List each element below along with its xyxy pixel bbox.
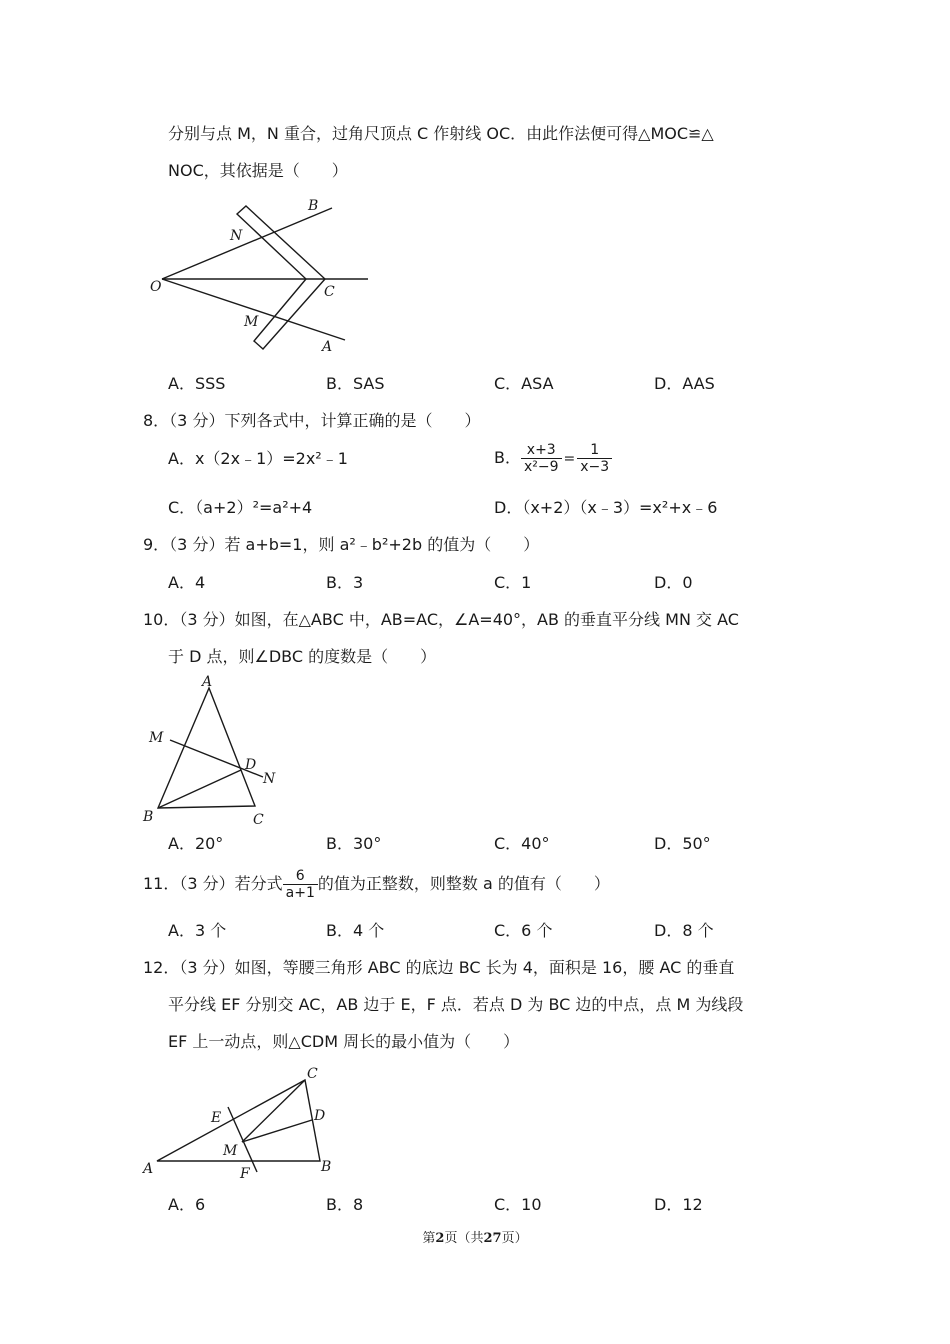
q8-option-b xyxy=(494,440,612,477)
q8-option-b-operator: = xyxy=(563,451,576,467)
q12-stem-line2: 平分线 EF 分别交 AC，AB 边于 E，F 点．若点 D 为 BC 边的中点，点 M 为线段 xyxy=(168,995,744,1014)
q12-stem-line1: 12．（3 分）如图，等腰三角形 ABC 的底边 BC 长为 4，面积是 16，腰 AC 的垂直 xyxy=(143,958,735,977)
q8-option-c: C．（a+2）²=a²+4 xyxy=(168,498,313,517)
q12-stem-line3: EF 上一动点，则△CDM 周长的最小值为（ ） xyxy=(168,1032,520,1051)
q11-fraction xyxy=(283,868,318,901)
q8-option-d: D．（x+2）（x﹣3）=x²+x﹣6 xyxy=(494,498,718,517)
q11-option-b: B．4 个 xyxy=(326,921,385,940)
q8-frac1-denominator: x²−9 xyxy=(523,459,559,475)
q12-label-F: F xyxy=(240,1166,250,1182)
q7-label-N: N xyxy=(230,228,243,244)
q12-label-C: C xyxy=(307,1066,318,1082)
q10-label-M: M xyxy=(149,730,164,746)
q8-option-b-fraction-left xyxy=(521,442,562,475)
q12-option-a: A．6 xyxy=(168,1195,206,1214)
q9-option-d: D．0 xyxy=(654,573,693,592)
q12-label-B: B xyxy=(321,1159,332,1175)
q7-stem-line1: 分别与点 M，N 重合，过角尺顶点 C 作射线 OC．由此作法便可得△MOC≌△ xyxy=(168,124,714,143)
q8-option-a: A．x（2x﹣1）=2x²﹣1 xyxy=(168,449,348,468)
q12-label-D: D xyxy=(314,1108,326,1124)
q11-option-c: C．6 个 xyxy=(494,921,553,940)
q12-label-E: E xyxy=(211,1110,222,1126)
q10-label-C: C xyxy=(253,812,264,828)
q7-figure xyxy=(140,192,380,362)
q8-frac2-denominator: x−3 xyxy=(580,459,610,475)
q12-option-d: D．12 xyxy=(654,1195,703,1214)
q11-stem xyxy=(143,866,610,902)
q11-option-a: A．3 个 xyxy=(168,921,227,940)
q10-stem-line1: 10．（3 分）如图，在△ABC 中，AB=AC，∠A=40°，AB 的垂直平分线 MN 交 AC xyxy=(143,610,739,629)
q11-fraction-denominator: a+1 xyxy=(285,885,315,901)
q11-stem-suffix: 的值为正整数，则整数 a 的值有（ ） xyxy=(317,874,610,893)
q11-option-d: D．8 个 xyxy=(654,921,714,940)
q8-frac2-numerator: 1 xyxy=(577,442,612,459)
q12-option-c: C．10 xyxy=(494,1195,542,1214)
q10-figure xyxy=(140,670,290,830)
q10-label-N: N xyxy=(263,771,276,787)
q12-label-A: A xyxy=(143,1161,154,1177)
footer-middle: 页（共 xyxy=(444,1231,484,1246)
q10-stem-line2: 于 D 点，则∠DBC 的度数是（ ） xyxy=(168,647,437,666)
page-footer xyxy=(0,1229,950,1249)
q8-option-b-prefix: B． xyxy=(494,448,521,467)
q10-option-b: B．30° xyxy=(326,834,382,853)
q12-figure xyxy=(140,1060,350,1185)
q7-label-A: A xyxy=(322,339,333,355)
q10-label-A: A xyxy=(202,674,213,690)
q12-option-b: B．8 xyxy=(326,1195,364,1214)
q8-stem: 8．（3 分）下列各式中，计算正确的是（ ） xyxy=(143,411,481,430)
q10-option-c: C．40° xyxy=(494,834,550,853)
q8-option-b-fraction-right xyxy=(577,442,612,475)
q7-option-d: D．AAS xyxy=(654,374,715,393)
q7-label-C: C xyxy=(324,284,335,300)
footer-suffix: 页） xyxy=(501,1231,528,1246)
q11-fraction-numerator: 6 xyxy=(283,868,318,885)
q11-stem-prefix: 11．（3 分）若分式 xyxy=(143,874,283,893)
footer-total-pages: 27 xyxy=(483,1231,502,1246)
q7-option-b: B．SAS xyxy=(326,374,385,393)
q10-label-D: D xyxy=(245,757,257,773)
q9-option-c: C．1 xyxy=(494,573,532,592)
q8-frac1-numerator: x+3 xyxy=(521,442,562,459)
q7-label-O: O xyxy=(150,279,162,295)
q10-option-a: A．20° xyxy=(168,834,224,853)
q9-option-b: B．3 xyxy=(326,573,364,592)
q9-option-a: A．4 xyxy=(168,573,206,592)
q7-label-M: M xyxy=(244,314,259,330)
q12-label-M: M xyxy=(223,1143,238,1159)
q7-label-B: B xyxy=(308,198,319,214)
q10-option-d: D．50° xyxy=(654,834,711,853)
q9-stem: 9．（3 分）若 a+b=1，则 a²﹣b²+2b 的值为（ ） xyxy=(143,535,540,554)
q10-label-B: B xyxy=(143,809,154,825)
footer-page-number: 2 xyxy=(435,1231,445,1246)
q7-option-c: C．ASA xyxy=(494,374,554,393)
footer-prefix: 第 xyxy=(422,1231,436,1246)
q7-option-a: A．SSS xyxy=(168,374,226,393)
q7-stem-line2: NOC，其依据是（ ） xyxy=(168,161,348,180)
